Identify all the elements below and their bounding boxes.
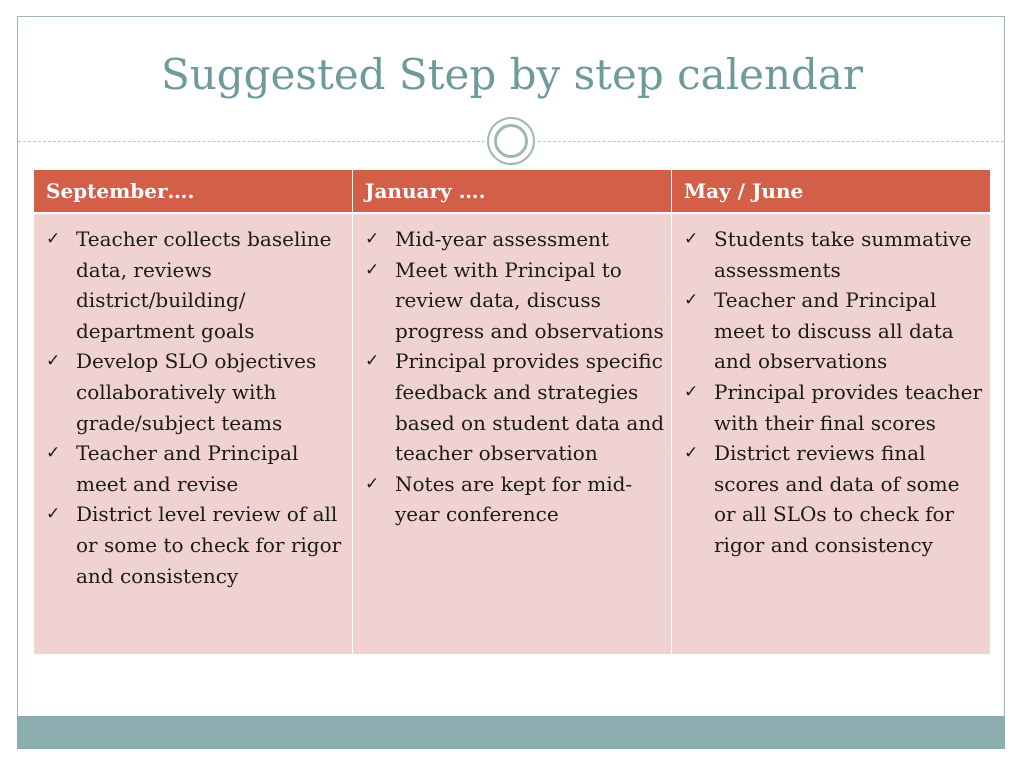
column-header-january: January ….	[353, 170, 671, 212]
list-item	[46, 438, 346, 499]
task-list	[46, 224, 346, 591]
list-item-text: Notes are kept for mid-year conference	[395, 471, 633, 527]
checkmark-icon: ✓	[365, 259, 380, 280]
list-item	[46, 346, 346, 438]
list-item	[46, 224, 346, 346]
list-item-text: Develop SLO objectives collaboratively with grade/subject teams	[76, 349, 317, 435]
column-body-january	[353, 214, 671, 654]
checkmark-icon: ✓	[684, 290, 699, 311]
checkmark-icon: ✓	[46, 229, 61, 249]
list-item	[684, 438, 984, 560]
task-list	[684, 224, 984, 561]
list-item-text: Teacher and Principal meet and revise	[76, 441, 299, 496]
column-header-september: September….	[34, 170, 352, 212]
list-item	[684, 285, 984, 377]
list-item	[684, 224, 984, 285]
checkmark-icon: ✓	[684, 229, 699, 249]
task-list	[365, 224, 665, 530]
list-item	[46, 499, 346, 591]
list-item	[365, 224, 665, 255]
list-item-text: Principal provides teacher with their final scores	[714, 379, 983, 435]
column-body-may-june	[672, 214, 990, 654]
title-divider-left	[18, 141, 485, 142]
calendar-table	[34, 170, 990, 654]
list-item-text: Mid-year assessment	[395, 227, 609, 251]
title-divider-right	[538, 141, 1004, 142]
list-item-text: District level review of all or some to check for rigor and consistency	[76, 502, 342, 588]
list-item-text: Teacher and Principal meet to discuss all data and observations	[714, 288, 954, 374]
checkmark-icon: ✓	[46, 504, 61, 525]
list-item-text: Students take summative assessments	[714, 227, 972, 282]
list-item-text: Meet with Principal to review data, discuss progress and observations	[395, 257, 664, 343]
list-item-text: Principal provides specific feedback and strategies based on student data and teacher observation	[395, 349, 665, 466]
checkmark-icon: ✓	[684, 443, 699, 464]
list-item	[365, 255, 665, 347]
checkmark-icon: ✓	[46, 443, 61, 464]
list-item	[684, 377, 984, 438]
column-header-may-june: May / June	[672, 170, 990, 212]
list-item	[365, 346, 665, 468]
slide-title: Suggested Step by step calendar	[160, 50, 864, 99]
list-item-text: District reviews final scores and data of some or all SLOs to check for rigor and consistency	[714, 441, 960, 557]
divider-ring-icon	[487, 117, 535, 165]
column-body-september	[34, 214, 352, 654]
checkmark-icon: ✓	[684, 381, 699, 402]
checkmark-icon: ✓	[365, 229, 380, 249]
checkmark-icon: ✓	[46, 351, 61, 372]
list-item	[365, 469, 665, 530]
list-item-text: Teacher collects baseline data, reviews district/building/ department goals	[76, 227, 332, 343]
footer-bar	[17, 716, 1005, 749]
checkmark-icon: ✓	[365, 473, 380, 494]
checkmark-icon: ✓	[365, 351, 380, 372]
